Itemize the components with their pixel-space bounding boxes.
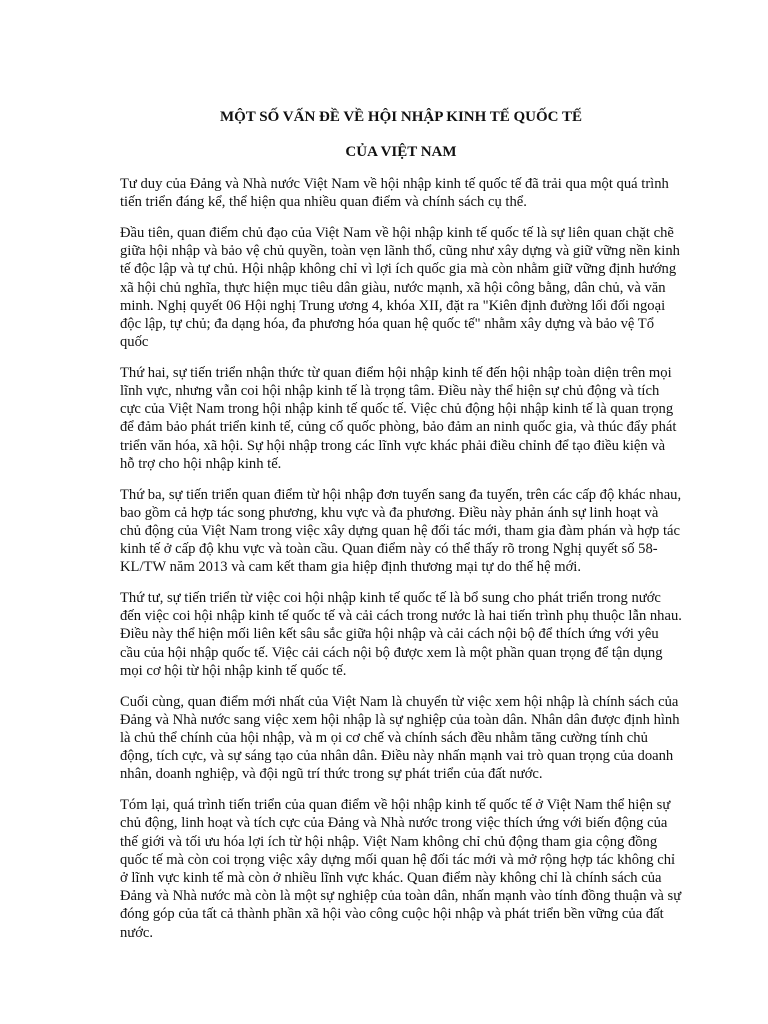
paragraph-conclusion: Tóm lại, quá trình tiến triển của quan điểm về hội nhập kinh tế quốc tế ở Việt Nam thể hiện sự chủ động, linh hoạt và tích cực của Đảng và Nhà nước trong việc thích ứng với biến động của thế giới và tối ưu hóa lợi ích từ hội nhập. Việt Nam không chỉ chủ động tham gia cộng đồng quốc tế mà còn coi trọng việc xây dựng mối quan hệ đối tác mới và mở rộng hợp tác không chỉ ở lĩnh vực kinh tế mà còn ở nhiều lĩnh vực khác. Quan điểm này không chỉ là chính sách của Đảng và Nhà nước mà còn là một sự nghiệp của toàn dân, nhấn mạnh vào tính đồng thuận và sự đóng góp của tất cả thành phần xã hội vào công cuộc hội nhập và phát triển bền vững của đất nước. — [120, 797, 682, 941]
document-body — [120, 175, 682, 942]
document-title-line-2: CỦA VIỆT NAM — [345, 144, 457, 160]
paragraph-first-point: Đầu tiên, quan điểm chủ đạo của Việt Nam về hội nhập kinh tế quốc tế là sự liên quan chặt chẽ giữa hội nhập và bảo vệ chủ quyền, toàn vẹn lãnh thổ, cũng như xây dựng và giữ vững nền kinh tế độc lập và tự chủ. Hội nhập không chỉ vì lợi ích quốc gia mà còn nhằm giữ vững định hướng xã hội chủ nghĩa, thực hiện mục tiêu dân giàu, nước mạnh, xã hội công bằng, dân chủ, và văn minh. Nghị quyết 06 Hội nghị Trung ương 4, khóa XII, đặt ra "Kiên định đường lối đối ngoại độc lập, tự chủ; đa dạng hóa, đa phương hóa quan hệ quốc tế" nhằm xây dựng và bảo vệ Tổ quốc — [120, 224, 680, 351]
paragraph-final-point: Cuối cùng, quan điểm mới nhất của Việt Nam là chuyển từ việc xem hội nhập là chính sách của Đảng và Nhà nước sang việc xem hội nhập là sự nghiệp của toàn dân. Nhân dân được định hình là chủ thể chính của hội nhập, và m ọi cơ chế và chính sách đều nhằm tăng cường tính chủ động, tích cực, và sự sáng tạo của nhân dân. Điều này nhấn mạnh vai trò quan trọng của doanh nhân, doanh nghiệp, và đội ngũ trí thức trong sự phát triển của đất nước. — [120, 693, 680, 783]
paragraph-third-point: Thứ ba, sự tiến triển quan điểm từ hội nhập đơn tuyến sang đa tuyến, trên các cấp độ khác nhau, bao gồm cả hợp tác song phương, khu vực và đa phương. Điều này phản ánh sự linh hoạt và chủ động của Việt Nam trong việc xây dựng quan hệ đối tác mới, tham gia đàm phán và hợp tác kinh tế ở cấp độ khu vực và toàn cầu. Quan điểm này có thể thấy rõ trong Nghị quyết số 58-KL/TW năm 2013 và cam kết tham gia hiệp định thương mại tự do thế hệ mới. — [120, 486, 682, 576]
paragraph-intro: Tư duy của Đảng và Nhà nước Việt Nam về hội nhập kinh tế quốc tế đã trải qua một quá trình tiến triển đáng kể, thể hiện qua nhiều quan điểm và chính sách cụ thể. — [120, 176, 669, 211]
document-title-line-1: MỘT SỐ VẤN ĐỀ VỀ HỘI NHẬP KINH TẾ QUỐC TẾ — [219, 109, 583, 125]
paragraph-fourth-point: Thứ tư, sự tiến triển từ việc coi hội nhập kinh tế quốc tế là bổ sung cho phát triển trong nước đến việc coi hội nhập kinh tế quốc tế và cải cách trong nước là hai tiến trình phụ thuộc lẫn nhau. Điều này thể hiện mối liên kết sâu sắc giữa hội nhập và cải cách nội bộ để thích ứng với yêu cầu của hội nhập quốc tế. Việc cải cách nội bộ được xem là một phần quan trọng để tận dụng mọi cơ hội từ hội nhập kinh tế quốc tế. — [120, 590, 682, 679]
paragraph-second-point: Thứ hai, sự tiến triển nhận thức từ quan điểm hội nhập kinh tế đến hội nhập toàn diện trên mọi lĩnh vực, nhưng vẫn coi hội nhập kinh tế là trọng tâm. Điều này thể hiện sự chủ động và tích cực của Việt Nam trong hội nhập kinh tế quốc tế. Việc chủ động hội nhập kinh tế là quan trọng để đảm bảo phát triển kinh tế, củng cố quốc phòng, bảo đảm an ninh quốc gia, và thúc đẩy phát triển văn hóa, xã hội. Sự hội nhập trong các lĩnh vực khác phải điều chỉnh để tạo điều kiện và hỗ trợ cho hội nhập kinh tế. — [120, 364, 677, 472]
